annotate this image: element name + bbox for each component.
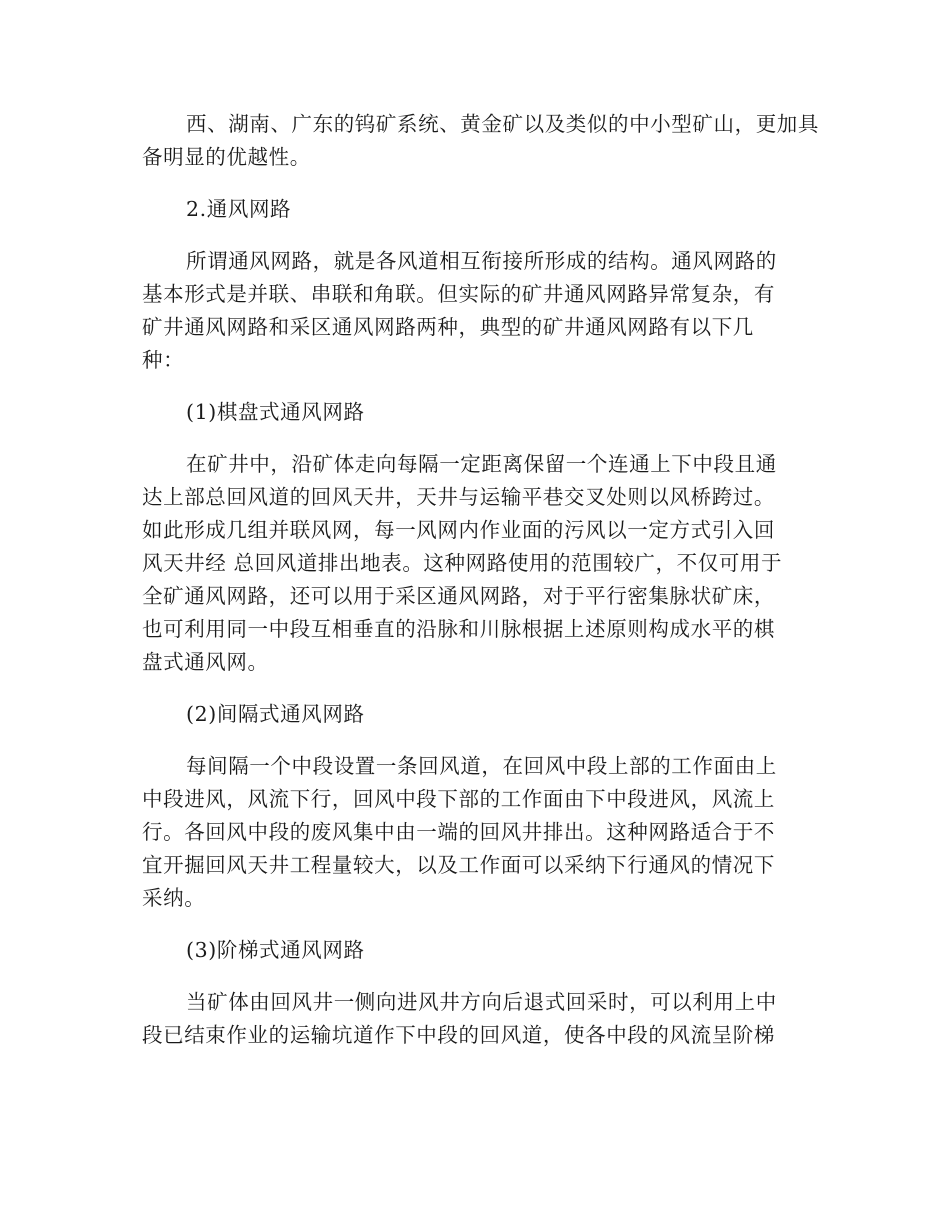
text-line: 风天井经 总回风道排出地表。这种网路使用的范围较广，不仅可用于	[142, 551, 783, 575]
section-heading	[142, 396, 806, 429]
paragraph	[142, 108, 819, 174]
paragraph-spacer	[142, 174, 806, 193]
text-line: 每间隔一个中段设置一条回风道，在回风中段上部的工作面由上	[186, 754, 777, 778]
text-line: 全矿通风网路，还可以用于采区通风网路，对于平行密集脉状矿床，	[142, 584, 775, 608]
text-line: 如此形成几组并联风网，每一风网内作业面的污风以一定方式引入回	[142, 518, 775, 542]
paragraph	[142, 750, 806, 915]
text-line: 宜开掘回风天井工程量较大，以及工作面可以采纳下行通风的情况下	[142, 853, 775, 877]
paragraph-spacer	[142, 679, 806, 698]
heading-text: 2.通风网路	[186, 197, 292, 221]
text-line: 盘式通风网。	[142, 650, 269, 674]
text-line: 采纳。	[142, 886, 206, 910]
text-line: 在矿井中，沿矿体走向每隔一定距离保留一个连通上下中段且通	[186, 452, 777, 476]
paragraph-spacer	[142, 731, 806, 750]
text-line: 所谓通风网路，就是各风道相互衔接所形成的结构。通风网路的	[186, 249, 777, 273]
text-line: 也可利用同一中段互相垂直的沿脉和川脉根据上述原则构成水平的棋	[142, 617, 775, 641]
paragraph-spacer	[142, 226, 806, 245]
paragraph-spacer	[142, 967, 806, 986]
paragraph-spacer	[142, 429, 806, 448]
text-line: 矿井通风网路和采区通风网路两种，典型的矿井通风网路有以下几	[142, 315, 754, 339]
text-line: 备明显的优越性。	[142, 145, 311, 169]
document-body	[142, 108, 819, 1052]
text-line: 西、湖南、广东的钨矿系统、黄金矿以及类似的中小型矿山，更加具	[186, 112, 819, 136]
heading-text: (2)间隔式通风网路	[186, 702, 365, 726]
heading-text: (1)棋盘式通风网路	[186, 400, 365, 424]
paragraph-spacer	[142, 915, 806, 934]
section-heading	[142, 934, 806, 967]
paragraph	[142, 245, 806, 377]
text-line: 基本形式是并联、串联和角联。但实际的矿井通风网路异常复杂，有	[142, 282, 775, 306]
heading-text: (3)阶梯式通风网路	[186, 938, 365, 962]
text-line: 当矿体由回风井一侧向进风井方向后退式回采时，可以利用上中	[186, 990, 777, 1014]
paragraph-spacer	[142, 377, 806, 396]
text-line: 达上部总回风道的回风天井，天井与运输平巷交叉处则以风桥跨过。	[142, 485, 775, 509]
section-heading	[142, 193, 806, 226]
text-line: 行。各回风中段的废风集中由一端的回风井排出。这种网路适合于不	[142, 820, 775, 844]
text-line: 段已结束作业的运输坑道作下中段的回风道，使各中段的风流呈阶梯	[142, 1023, 775, 1047]
section-heading	[142, 698, 806, 731]
paragraph	[142, 986, 806, 1052]
paragraph	[142, 448, 806, 679]
text-line: 种：	[142, 348, 185, 372]
text-line: 中段进风，风流下行，回风中段下部的工作面由下中段进风，风流上	[142, 787, 775, 811]
